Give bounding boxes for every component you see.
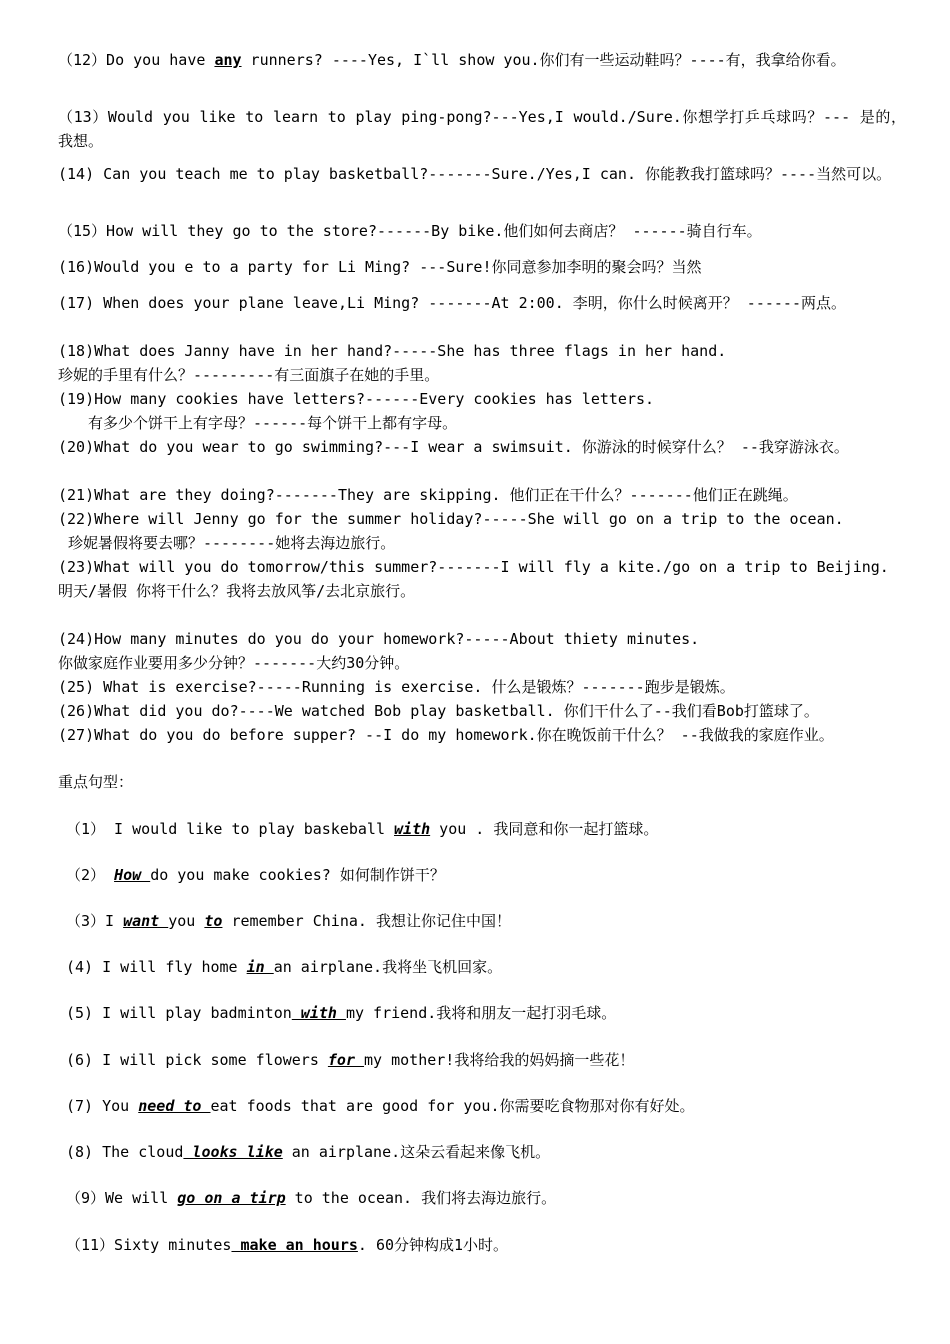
- pattern-7-keyword: need to: [138, 1097, 211, 1115]
- dialog-24-chinese: 你做家庭作业要用多少分钟？-------大约30分钟。: [58, 654, 410, 672]
- pattern-8: [66, 1140, 550, 1164]
- dialog-21: (21)What are they doing?-------They are skipping. 他们正在干什么？-------他们正在跳绳。: [58, 486, 798, 504]
- pattern-11-keyword: make an hours: [231, 1236, 358, 1254]
- dialog-19-chinese: 有多少个饼干上有字母？------每个饼干上都有字母。: [88, 414, 458, 432]
- pattern-3-text-a: （3）I: [66, 912, 124, 930]
- pattern-1-text-b: you . 我同意和你一起打篮球。: [430, 820, 659, 838]
- pattern-8-text-b: an airplane.这朵云看起来像飞机。: [282, 1143, 551, 1161]
- pattern-4-keyword: in: [246, 958, 274, 976]
- dialog-12-text-a: （12）Do you have: [58, 51, 215, 69]
- dialog-20: (20)What do you wear to go swimming?---I wear a swimsuit. 你游泳的时候穿什么？ --我穿游泳衣。: [58, 438, 849, 456]
- pattern-7-text-a: (7) You: [66, 1097, 139, 1115]
- pattern-2: [66, 863, 445, 887]
- pattern-7: [66, 1094, 695, 1118]
- pattern-11: [66, 1233, 508, 1257]
- pattern-6-keyword: for: [327, 1051, 365, 1069]
- dialog-22: [58, 507, 906, 555]
- dialog-18-english: (18)What does Janny have in her hand?-----She has three flags in her hand.: [58, 342, 727, 360]
- dialog-16: (16)Would you e to a party for Li Ming? ---Sure!你同意参加李明的聚会吗？当然: [58, 258, 702, 276]
- pattern-1-keyword: with: [394, 820, 431, 838]
- dialog-12: [58, 48, 906, 72]
- dialog-19: [58, 387, 906, 435]
- dialog-24-english: (24)How many minutes do you do your homework?-----About thiety minutes.: [58, 630, 700, 648]
- pattern-5-keyword: with: [291, 1004, 346, 1022]
- pattern-5-text-b: my friend.我将和朋友一起打羽毛球。: [345, 1004, 617, 1022]
- dialog-18-chinese: 珍妮的手里有什么？---------有三面旗子在她的手里。: [58, 366, 440, 384]
- pattern-1: [66, 817, 658, 841]
- pattern-3-text-mid: you: [168, 912, 205, 930]
- pattern-8-keyword: looks like: [183, 1143, 283, 1161]
- section-heading: 重点句型：: [58, 773, 134, 791]
- pattern-3: [66, 909, 511, 933]
- pattern-4: [66, 955, 502, 979]
- pattern-6: [66, 1048, 634, 1072]
- dialog-22-chinese: 珍妮暑假将要去哪？--------她将去海边旅行。: [68, 534, 396, 552]
- pattern-6-text-b: my mother!我将给我的妈妈摘一些花！: [364, 1051, 635, 1069]
- pattern-9-keyword: go on a tirp: [177, 1189, 286, 1207]
- pattern-6-text-a: (6) I will pick some flowers: [66, 1051, 328, 1069]
- dialog-25: (25) What is exercise?-----Running is exercise. 什么是锻炼？-------跑步是锻炼。: [58, 678, 735, 696]
- dialog-24: [58, 627, 906, 675]
- pattern-2-keyword: How: [114, 866, 151, 884]
- pattern-3-keyword-2: to: [204, 912, 223, 930]
- pattern-4-text-b: an airplane.我将坐飞机回家。: [273, 958, 503, 976]
- dialog-23-chinese: 明天/暑假 你将干什么？我将去放风筝/去北京旅行。: [58, 582, 416, 600]
- dialog-12-keyword: any: [214, 51, 242, 69]
- pattern-2-text-a: （2）: [66, 866, 115, 884]
- pattern-8-text-a: (8) The cloud: [66, 1143, 184, 1161]
- dialog-23: [58, 555, 906, 603]
- pattern-3-text-b: remember China. 我想让你记住中国！: [222, 912, 511, 930]
- dialog-14: (14) Can you teach me to play basketball?-------Sure./Yes,I can. 你能教我打篮球吗？----当然可以。: [58, 165, 892, 183]
- pattern-11-text-b: . 60分钟构成1小时。: [357, 1236, 509, 1254]
- dialog-26: (26)What did you do?----We watched Bob play basketball. 你们干什么了--我们看Bob打篮球了。: [58, 702, 819, 720]
- pattern-2-text-b: do you make cookies? 如何制作饼干？: [150, 866, 445, 884]
- pattern-4-text-a: (4) I will fly home: [66, 958, 247, 976]
- pattern-9-text-a: （9）We will: [66, 1189, 178, 1207]
- dialog-17: (17) When does your plane leave,Li Ming? -------At 2:00. 李明，你什么时候离开？ ------两点。: [58, 294, 846, 312]
- dialog-18: [58, 339, 906, 387]
- dialog-23-english: (23)What will you do tomorrow/this summer?-------I will fly a kite./go on a trip to Beijing.: [58, 558, 889, 576]
- dialog-12-text-b: runners? ----Yes, I`ll show you.你们有一些运动鞋吗？----有，我拿给你看。: [241, 51, 846, 69]
- pattern-7-text-b: eat foods that are good for you.你需要吃食物那对你有好处。: [210, 1097, 695, 1115]
- pattern-9-text-b: to the ocean. 我们将去海边旅行。: [285, 1189, 557, 1207]
- pattern-3-keyword-1: want: [123, 912, 169, 930]
- dialog-19-english: (19)How many cookies have letters?------Every cookies has letters.: [58, 390, 655, 408]
- dialog-15: （15）How will they go to the store?------By bike.他们如何去商店？ ------骑自行车。: [58, 222, 762, 240]
- pattern-9: [66, 1186, 556, 1210]
- dialog-22-english: (22)Where will Jenny go for the summer holiday?-----She will go on a trip to the ocean.: [58, 510, 844, 528]
- dialog-13: （13）Would you like to learn to play ping-pong?---Yes,I would./Sure.你想学打乒乓球吗？--- 是的，我想。: [58, 108, 906, 150]
- pattern-5: [66, 1001, 616, 1025]
- pattern-11-text-a: （11）Sixty minutes: [66, 1236, 232, 1254]
- pattern-5-text-a: (5) I will play badminton: [66, 1004, 292, 1022]
- dialog-27: (27)What do you do before supper? --I do my homework.你在晚饭前干什么？ --我做我的家庭作业。: [58, 726, 834, 744]
- pattern-1-text-a: （1） I would like to play baskeball: [66, 820, 395, 838]
